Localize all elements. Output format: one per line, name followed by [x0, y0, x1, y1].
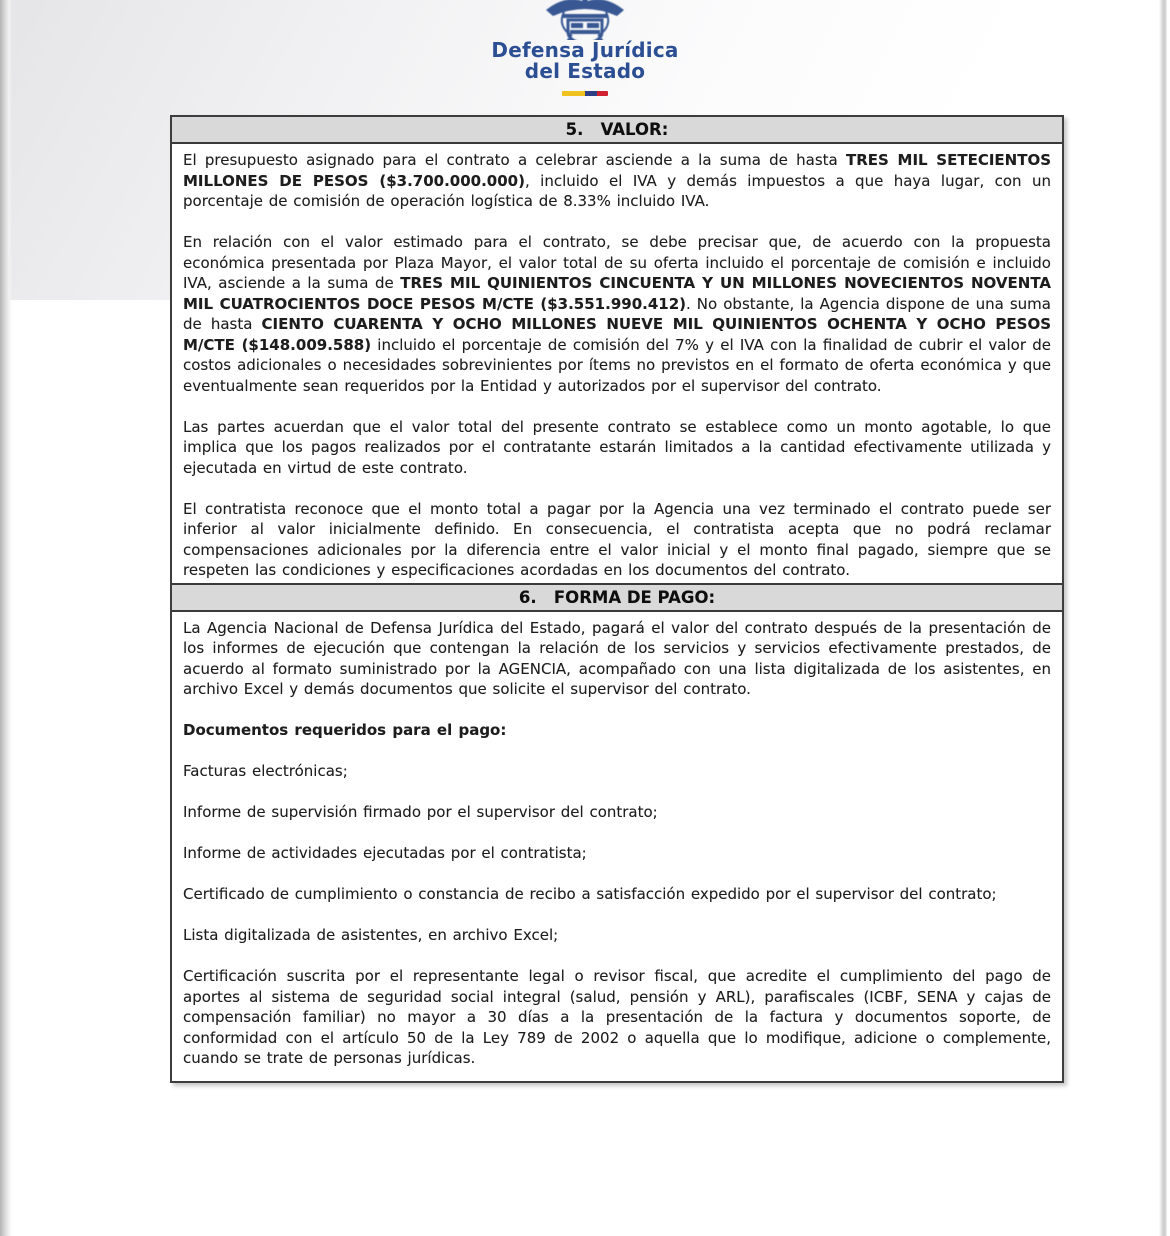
flag-yellow-segment — [562, 91, 585, 96]
paragraph: En relación con el valor estimado para el contrato, se debe precisar que, de acuerdo con la propuesta económica presentada por Plaza Mayor, el valor total de su oferta incluido el porcentaje de comisión e incluido IVA, asciende a la suma de TRES MIL QUINIENTOS CINCUENTA Y UN MILLONES NOVECIENTOS NOVENTA MIL CUATROCIENTOS DOCE PESOS M/CTE ($3.551.990.412). No obstante, la Agencia dispone de una suma de hasta CIENTO CUARENTA Y OCHO MILLONES NUEVE MIL QUINIENTOS OCHENTA Y OCHO PESOS M/CTE ($148.009.588) incluido el porcentaje de comisión del 7% y el IVA con la finalidad de cubrir el valor de costos adicionales o necesidades sobrevinientes por ítems no previstos en el formato de oferta económica y que eventualmente sean requeridos por la Entidad y autorizados por el supervisor del contrato. — [183, 233, 1051, 395]
colombia-flag-bar — [562, 91, 608, 96]
payment-document-item: Lista digitalizada de asistentes, en archivo Excel; — [183, 926, 559, 944]
section-body-valor — [172, 144, 1062, 583]
flag-red-segment — [597, 91, 609, 96]
section-header-valor: 5. VALOR: — [172, 117, 1062, 144]
contract-clauses-table — [170, 115, 1064, 1083]
payment-document-item: Informe de actividades ejecutadas por el contratista; — [183, 844, 587, 862]
payment-document-item: Certificado de cumplimiento o constancia de recibo a satisfacción expedido por el supervisor del contrato; — [183, 885, 997, 903]
payment-document-item: Facturas electrónicas; — [183, 762, 348, 780]
paragraph: El presupuesto asignado para el contrato a celebrar asciende a la suma de hasta TRES MIL SETECIENTOS MILLONES DE PESOS ($3.700.000.000), incluido el IVA y demás impuestos a que haya lugar, con un porcentaje de comisión de operación logística de 8.33% incluido IVA. — [183, 151, 1052, 210]
payment-document-item: Informe de supervisión firmado por el supervisor del contrato; — [183, 803, 658, 821]
paragraph: Certificación suscrita por el representante legal o revisor fiscal, que acredite el cumplimiento del pago de aportes al sistema de seguridad social integral (salud, pensión y ARL), parafiscales (ICBF, SENA y cajas de compensación familiar) no mayor a 30 días a la presentación de la factura y documentos soporte, de conformidad con el artículo 50 de la Ley 789 de 2002 o aquella que lo modifique, adicione o complemente, cuando se trate de personas jurídicas. — [183, 967, 1051, 1067]
paragraph: Las partes acuerdan que el valor total del presente contrato se establece como un monto agotable, lo que implica que los pagos realizados por el contratante estarán limitados a la cantidad efectivamente utilizada y ejecutada en virtud de este contrato. — [183, 417, 1051, 477]
paragraph: La Agencia Nacional de Defensa Jurídica del Estado, pagará el valor del contrato después de la presentación de los informes de ejecución que contengan la relación de los servicios y servicios efectivamente prestados, de acuerdo al formato suministrado por la AGENCIA, acompañado con una lista digitalizada de los asistentes, en archivo Excel y demás documentos que solicite el supervisor del contrato. — [183, 618, 1051, 698]
agency-name-line1: Defensa Jurídica — [491, 38, 679, 62]
page-right-edge — [1159, 0, 1167, 1236]
paragraph: El contratista reconoce que el monto total a pagar por la Agencia una vez terminado el contrato puede ser inferior al valor inicialmente definido. En consecuencia, el contratista acepta que no podrá reclamar compensaciones adicionales por la diferencia entre el valor inicial y el monto final pagado, siempre que se respeten las condiciones y especificaciones acordadas en los documentos del contrato. — [183, 499, 1051, 579]
section-body-forma-de-pago — [172, 612, 1062, 1081]
page-left-edge — [0, 0, 12, 1236]
section-header-forma-de-pago: 6. FORMA DE PAGO: — [172, 583, 1062, 612]
flag-blue-segment — [585, 91, 597, 96]
agency-name-line2: del Estado — [524, 59, 646, 83]
payment-documents-heading: Documentos requeridos para el pago: — [183, 721, 507, 739]
agency-logo — [0, 0, 1170, 96]
colombia-coat-of-arms-icon — [537, 0, 633, 40]
